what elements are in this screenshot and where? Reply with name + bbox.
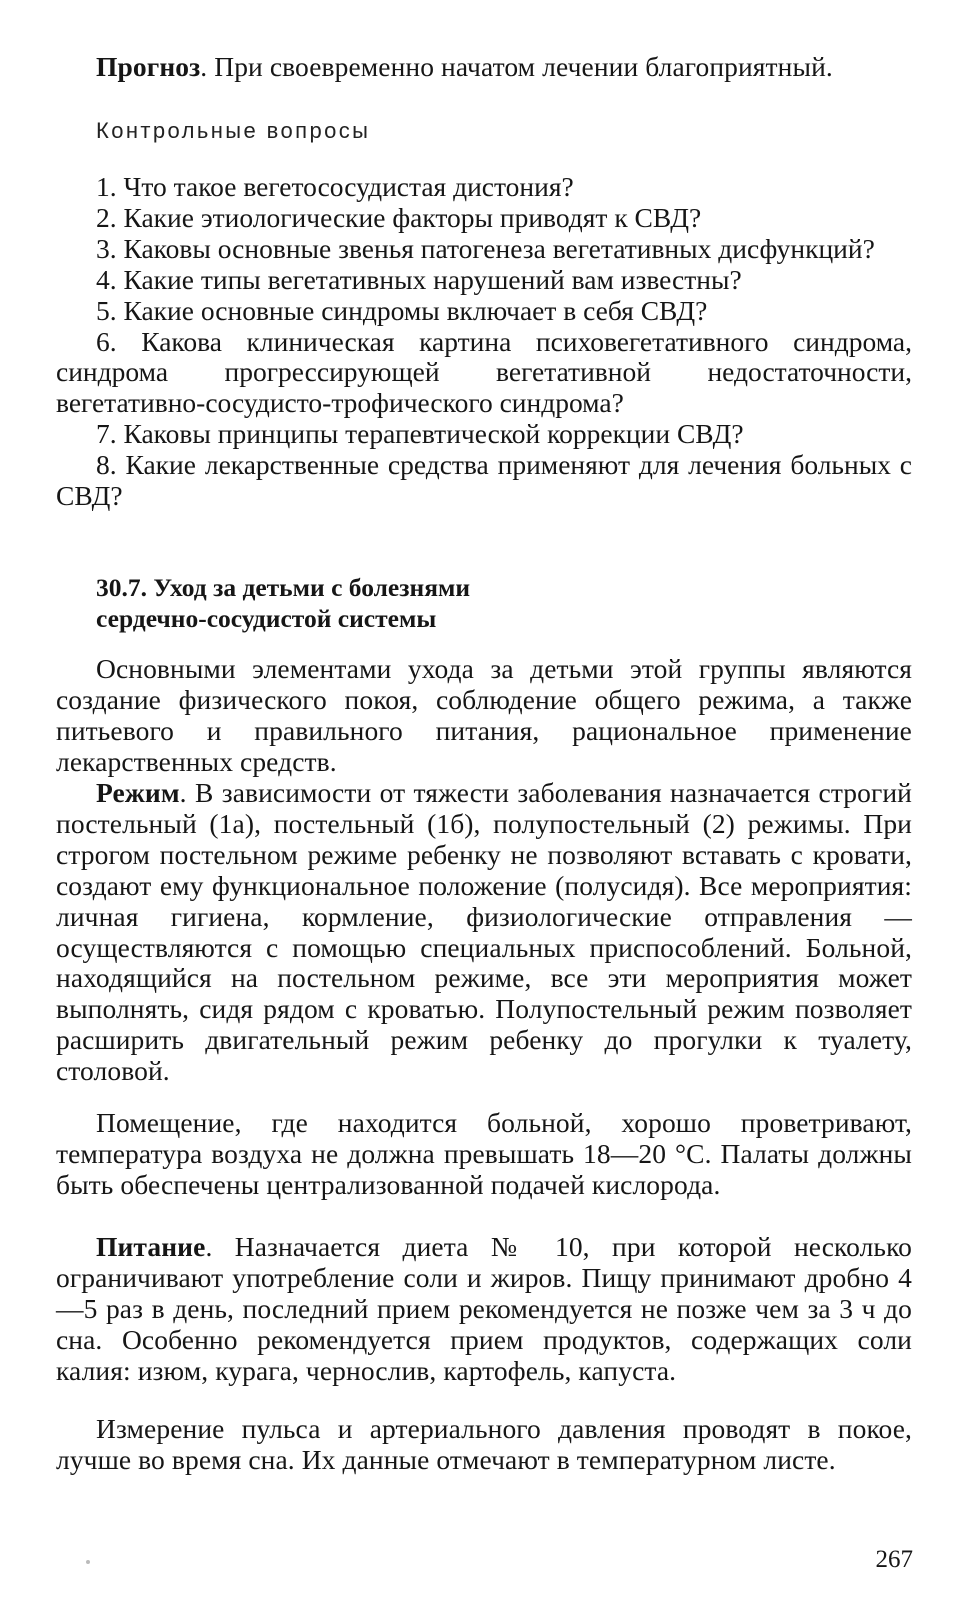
question-item: 3. Каковы основные звенья патогенеза вегетативных дисфункций? [96, 232, 875, 264]
regime-label: Режим [96, 777, 180, 808]
page-number: 267 [875, 1546, 913, 1573]
question-item: 4. Какие типы вегетативных нарушений вам известны? [96, 263, 742, 295]
section-heading [96, 572, 696, 634]
nutrition-label: Питание [96, 1231, 206, 1262]
print-speck [86, 1560, 90, 1564]
prognosis-paragraph [56, 52, 912, 83]
review-questions-list [56, 172, 912, 512]
section-heading-line1: 30.7. Уход за детьми с болезнями [96, 573, 471, 602]
question-item: 5. Какие основные синдромы включает в себя СВД? [96, 294, 708, 326]
prognosis-text: . При своевременно начатом лечении благоприятный. [200, 51, 833, 82]
question-item: 8. Какие лекарственные средства применяют для лечения больных с СВД? [56, 449, 912, 512]
room-paragraph: Помещение, где находится больной, хорошо проветривают, температура воздуха не должна превышать 18—20 °С. Палаты должны быть обеспечены централизованной подачей кислорода. [56, 1107, 912, 1200]
book-page [56, 0, 912, 1600]
review-questions-title: Контрольные вопросы [96, 118, 371, 143]
question-item: 2. Какие этиологические факторы приводят к СВД? [96, 201, 702, 233]
nutrition-paragraph [56, 1232, 912, 1387]
prognosis-label: Прогноз [96, 51, 201, 82]
question-item: 1. Что такое вегетососудистая дистония? [96, 171, 574, 202]
intro-paragraph: Основными элементами ухода за детьми этой группы являются создание физического покоя, соблюдение общего режима, а также питьевого и правильного питания, рациональное применение лекарственных средств. [56, 653, 912, 777]
pulse-paragraph: Измерение пульса и артериального давления проводят в покое, лучше во время сна. Их данные отмечают в температурном листе. [56, 1413, 912, 1475]
regime-text: . В зависимости от тяжести заболевания назначается строгий постельный (1а), постельный (1б), полупостельный (2) режимы. При строгом постельном режиме ребенку не позволяют вставать с кровати, создают ему функциональное положение (полусидя). Все мероприятия: личная гигиена, кормление, физиологические отправления — осуществляются с помощью специальных приспособлений. Больной, находящийся на постельном режиме, все эти мероприятия может выполнять, сидя рядом с кроватью. Полупостельный режим позволяет расширить двигательный режим ребенку до прогулки к туалету, столовой. [56, 777, 912, 1087]
section-heading-line2: сердечно-сосудистой системы [96, 604, 437, 633]
nutrition-text: . Назначается диета № 10, при которой несколько ограничивают употребление соли и жиров. Пищу принимают дробно 4—5 раз в день, последний прием рекомендуется не позже чем за 3 ч до сна. Особенно рекомендуется прием продуктов, содержащих соли калия: изюм, курага, чернослив, картофель, капуста. [56, 1231, 912, 1386]
regime-paragraph [56, 778, 912, 1087]
question-item: 7. Каковы принципы терапевтической коррекции СВД? [96, 418, 744, 450]
question-item: 6. Какова клиническая картина психовегетативного синдрома, синдрома прогрессирующей вегетативной недостаточности, вегетативно-сосудисто-трофического синдрома? [56, 325, 912, 419]
